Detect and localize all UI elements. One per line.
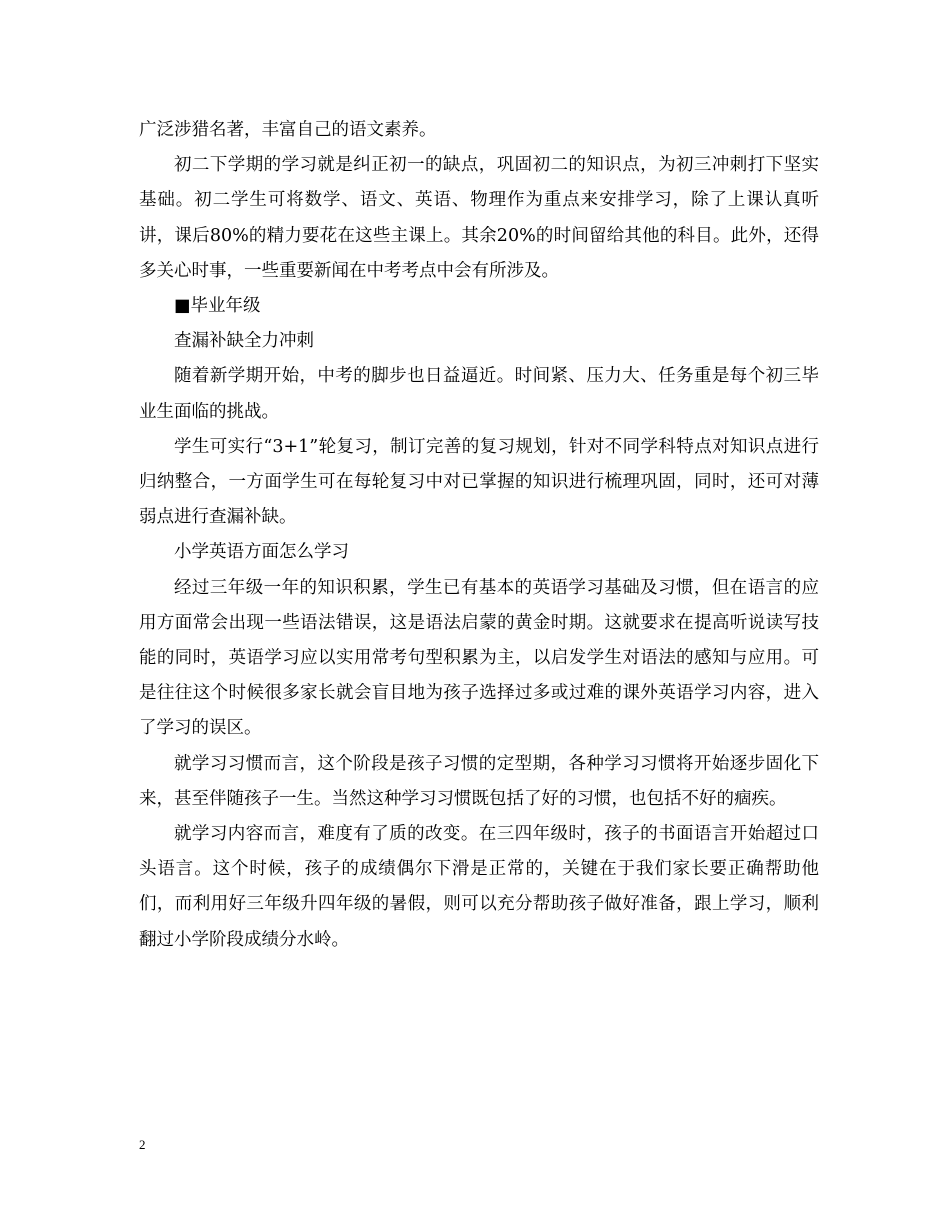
paragraph-study-content: 就学习内容而言，难度有了质的改变。在三四年级时，孩子的书面语言开始超过口头语言。这个时候，孩子的成绩偶尔下滑是正常的，关键在于我们家长要正确帮助他们，而利用好三年级升四年级的暑假，则可以充分帮助孩子做好准备，跟上学习，顺利翻过小学阶段成绩分水岭。 bbox=[139, 824, 819, 950]
paragraph-continuation: 广泛涉猎名著，丰富自己的语文素养。 bbox=[139, 120, 437, 140]
section-heading-graduation-grade: ■毕业年级 bbox=[174, 296, 261, 317]
subheading-primary-english: 小学英语方面怎么学习 bbox=[174, 542, 349, 563]
page-number: 2 bbox=[139, 1137, 146, 1152]
document-body bbox=[139, 113, 819, 958]
paragraph-review-plan: 学生可实行“3+1”轮复习，制订完善的复习规划，针对不同学科特点对知识点进行归纳整合，一方面学生可在每轮复习中对已掌握的知识进行梳理巩固，同时，还可对薄弱点进行查漏补缺。 bbox=[139, 436, 819, 528]
paragraph-grade-two-study: 初二下学期的学习就是纠正初一的缺点，巩固初二的知识点，为初三冲刺打下坚实基础。初二学生可将数学、语文、英语、物理作为重点来安排学习，除了上课认真听讲，课后80%的精力要花在这些主课上。其余20%的时间留给其他的科目。此外，还得多关心时事，一些重要新闻在中考考点中会有所涉及。 bbox=[139, 155, 819, 281]
subheading-final-sprint: 查漏补缺全力冲刺 bbox=[174, 331, 314, 352]
paragraph-exam-approaching: 随着新学期开始，中考的脚步也日益逼近。时间紧、压力大、任务重是每个初三毕业生面临的挑战。 bbox=[139, 366, 819, 422]
paragraph-study-habits: 就学习习惯而言，这个阶段是孩子习惯的定型期，各种学习习惯将开始逐步固化下来，甚至伴随孩子一生。当然这种学习习惯既包括了好的习惯，也包括不好的痼疾。 bbox=[139, 753, 819, 809]
paragraph-grammar-period: 经过三年级一年的知识积累，学生已有基本的英语学习基础及习惯，但在语言的应用方面常会出现一些语法错误，这是语法启蒙的黄金时期。这就要求在提高听说读写技能的同时，英语学习应以实用常考句型积累为主，以启发学生对语法的感知与应用。可是往往这个时候很多家长就会盲目地为孩子选择过多或过难的课外英语学习内容，进入了学习的误区。 bbox=[139, 577, 819, 739]
